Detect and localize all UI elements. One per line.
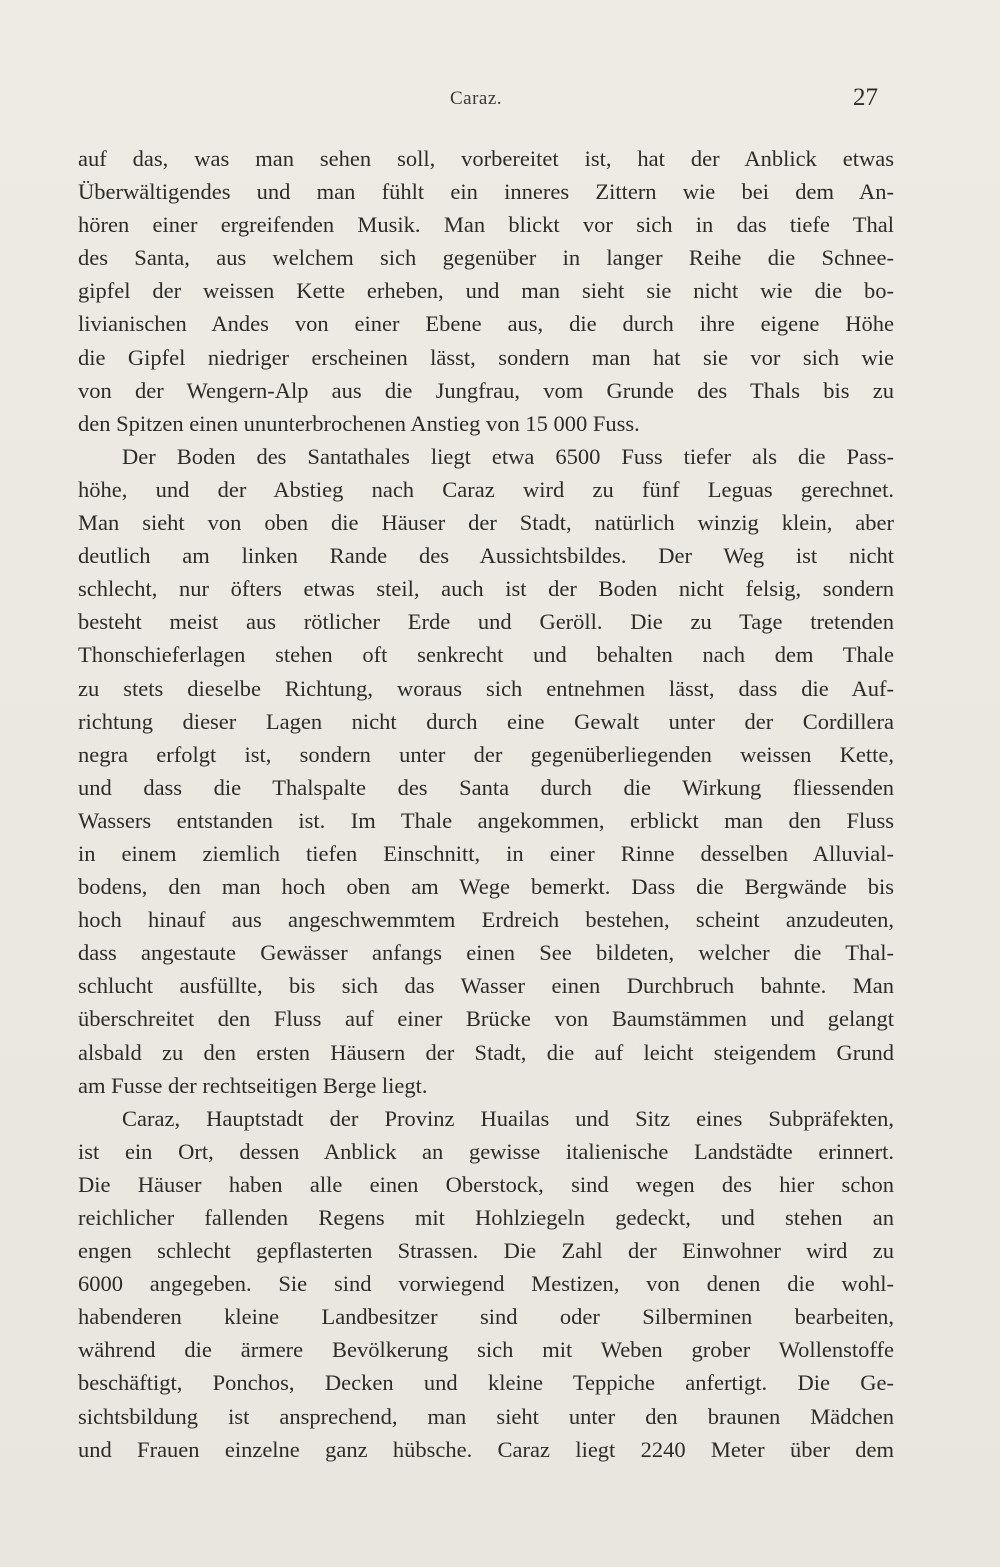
- text-line: am Fusse der rechtseitigen Berge liegt.: [78, 1072, 428, 1098]
- text-line: während die ärmere Bevölkerung sich mit Weben grober Wollenstoffe: [78, 1337, 894, 1363]
- text-line: Überwältigendes und man fühlt ein inneres Zittern wie bei dem An-: [78, 179, 894, 205]
- text-line: höhe, und der Abstieg nach Caraz wird zu fünf Leguas gerechnet.: [78, 476, 894, 502]
- text-line: beschäftigt, Ponchos, Decken und kleine Teppiche anfertigt. Die Ge-: [78, 1370, 894, 1396]
- running-head: Caraz.: [450, 88, 503, 109]
- text-line: überschreitet den Fluss auf einer Brücke von Baumstämmen und gelangt: [78, 1006, 894, 1032]
- text-line: Der Boden des Santathales liegt etwa 6500 Fuss tiefer als die Pass-: [122, 443, 894, 469]
- text-line: die Gipfel niedriger erscheinen lässt, sondern man hat sie vor sich wie: [78, 344, 894, 370]
- text-line: reichlicher fallenden Regens mit Hohlziegeln gedeckt, und stehen an: [78, 1205, 894, 1230]
- text-line: Die Häuser haben alle einen Oberstock, sind wegen des hier schon: [78, 1171, 894, 1197]
- text-line: und Frauen einzelne ganz hübsche. Caraz liegt 2240 Meter über dem: [78, 1436, 894, 1462]
- text-line: zu stets dieselbe Richtung, woraus sich entnehmen lässt, dass die Auf-: [78, 675, 894, 701]
- text-line: richtung dieser Lagen nicht durch eine Gewalt unter der Cordillera: [78, 708, 894, 734]
- text-line: dass angestaute Gewässer anfangs einen See bildeten, welcher die Thal-: [78, 940, 894, 966]
- text-line: und dass die Thalspalte des Santa durch die Wirkung fliessenden: [78, 774, 894, 800]
- text-line: engen schlecht gepflasterten Strassen. Die Zahl der Einwohner wird zu: [78, 1238, 894, 1264]
- text-line: schlucht ausfüllte, bis sich das Wasser einen Durchbruch bahnte. Man: [78, 973, 894, 999]
- text-line: sichtsbildung ist ansprechend, man sieht unter den braunen Mädchen: [78, 1403, 894, 1429]
- text-line: des Santa, aus welchem sich gegenüber in langer Reihe die Schnee-: [78, 245, 894, 271]
- text-line: in einem ziemlich tiefen Einschnitt, in einer Rinne desselben Alluvial-: [78, 840, 894, 866]
- text-line: gipfel der weissen Kette erheben, und man sieht sie nicht wie die bo-: [78, 278, 894, 304]
- body-text: [78, 142, 894, 1466]
- page-number: 27: [853, 84, 878, 111]
- text-line: von der Wengern-Alp aus die Jungfrau, vom Grunde des Thals bis zu: [78, 377, 894, 403]
- text-line: livianischen Andes von einer Ebene aus, die durch ihre eigene Höhe: [78, 311, 894, 337]
- text-line: schlecht, nur öfters etwas steil, auch ist der Boden nicht felsig, sondern: [78, 576, 894, 602]
- text-line: den Spitzen einen ununterbrochenen Anstieg von 15 000 Fuss.: [78, 410, 640, 436]
- text-line: deutlich am linken Rande des Aussichtsbildes. Der Weg ist nicht: [78, 543, 894, 569]
- text-line: auf das, was man sehen soll, vorbereitet ist, hat der Anblick etwas: [78, 146, 894, 171]
- text-line: ist ein Ort, dessen Anblick an gewisse italienische Landstädte erinnert.: [78, 1138, 894, 1164]
- text-line: hoch hinauf aus angeschwemmtem Erdreich bestehen, scheint anzudeuten,: [78, 907, 894, 933]
- text-line: Wassers entstanden ist. Im Thale angekommen, erblickt man den Fluss: [78, 807, 894, 833]
- text-line: hören einer ergreifenden Musik. Man blickt vor sich in das tiefe Thal: [78, 212, 894, 238]
- text-line: Caraz, Hauptstadt der Provinz Huailas und Sitz eines Subpräfekten,: [122, 1105, 894, 1131]
- text-line: 6000 angegeben. Sie sind vorwiegend Mestizen, von denen die wohl-: [78, 1271, 894, 1297]
- text-line: Thonschieferlagen stehen oft senkrecht und behalten nach dem Thale: [78, 642, 894, 668]
- text-line: habenderen kleine Landbesitzer sind oder Silberminen bearbeiten,: [78, 1304, 894, 1330]
- page-header: [78, 84, 878, 122]
- text-line: Man sieht von oben die Häuser der Stadt, natürlich winzig klein, aber: [78, 510, 894, 536]
- text-line: bodens, den man hoch oben am Wege bemerkt. Dass die Bergwände bis: [78, 874, 894, 900]
- text-line: besteht meist aus rötlicher Erde und Geröll. Die zu Tage tretenden: [78, 609, 894, 635]
- text-line: negra erfolgt ist, sondern unter der gegenüberliegenden weissen Kette,: [78, 741, 894, 767]
- text-line: alsbald zu den ersten Häusern der Stadt, die auf leicht steigendem Grund: [78, 1039, 894, 1065]
